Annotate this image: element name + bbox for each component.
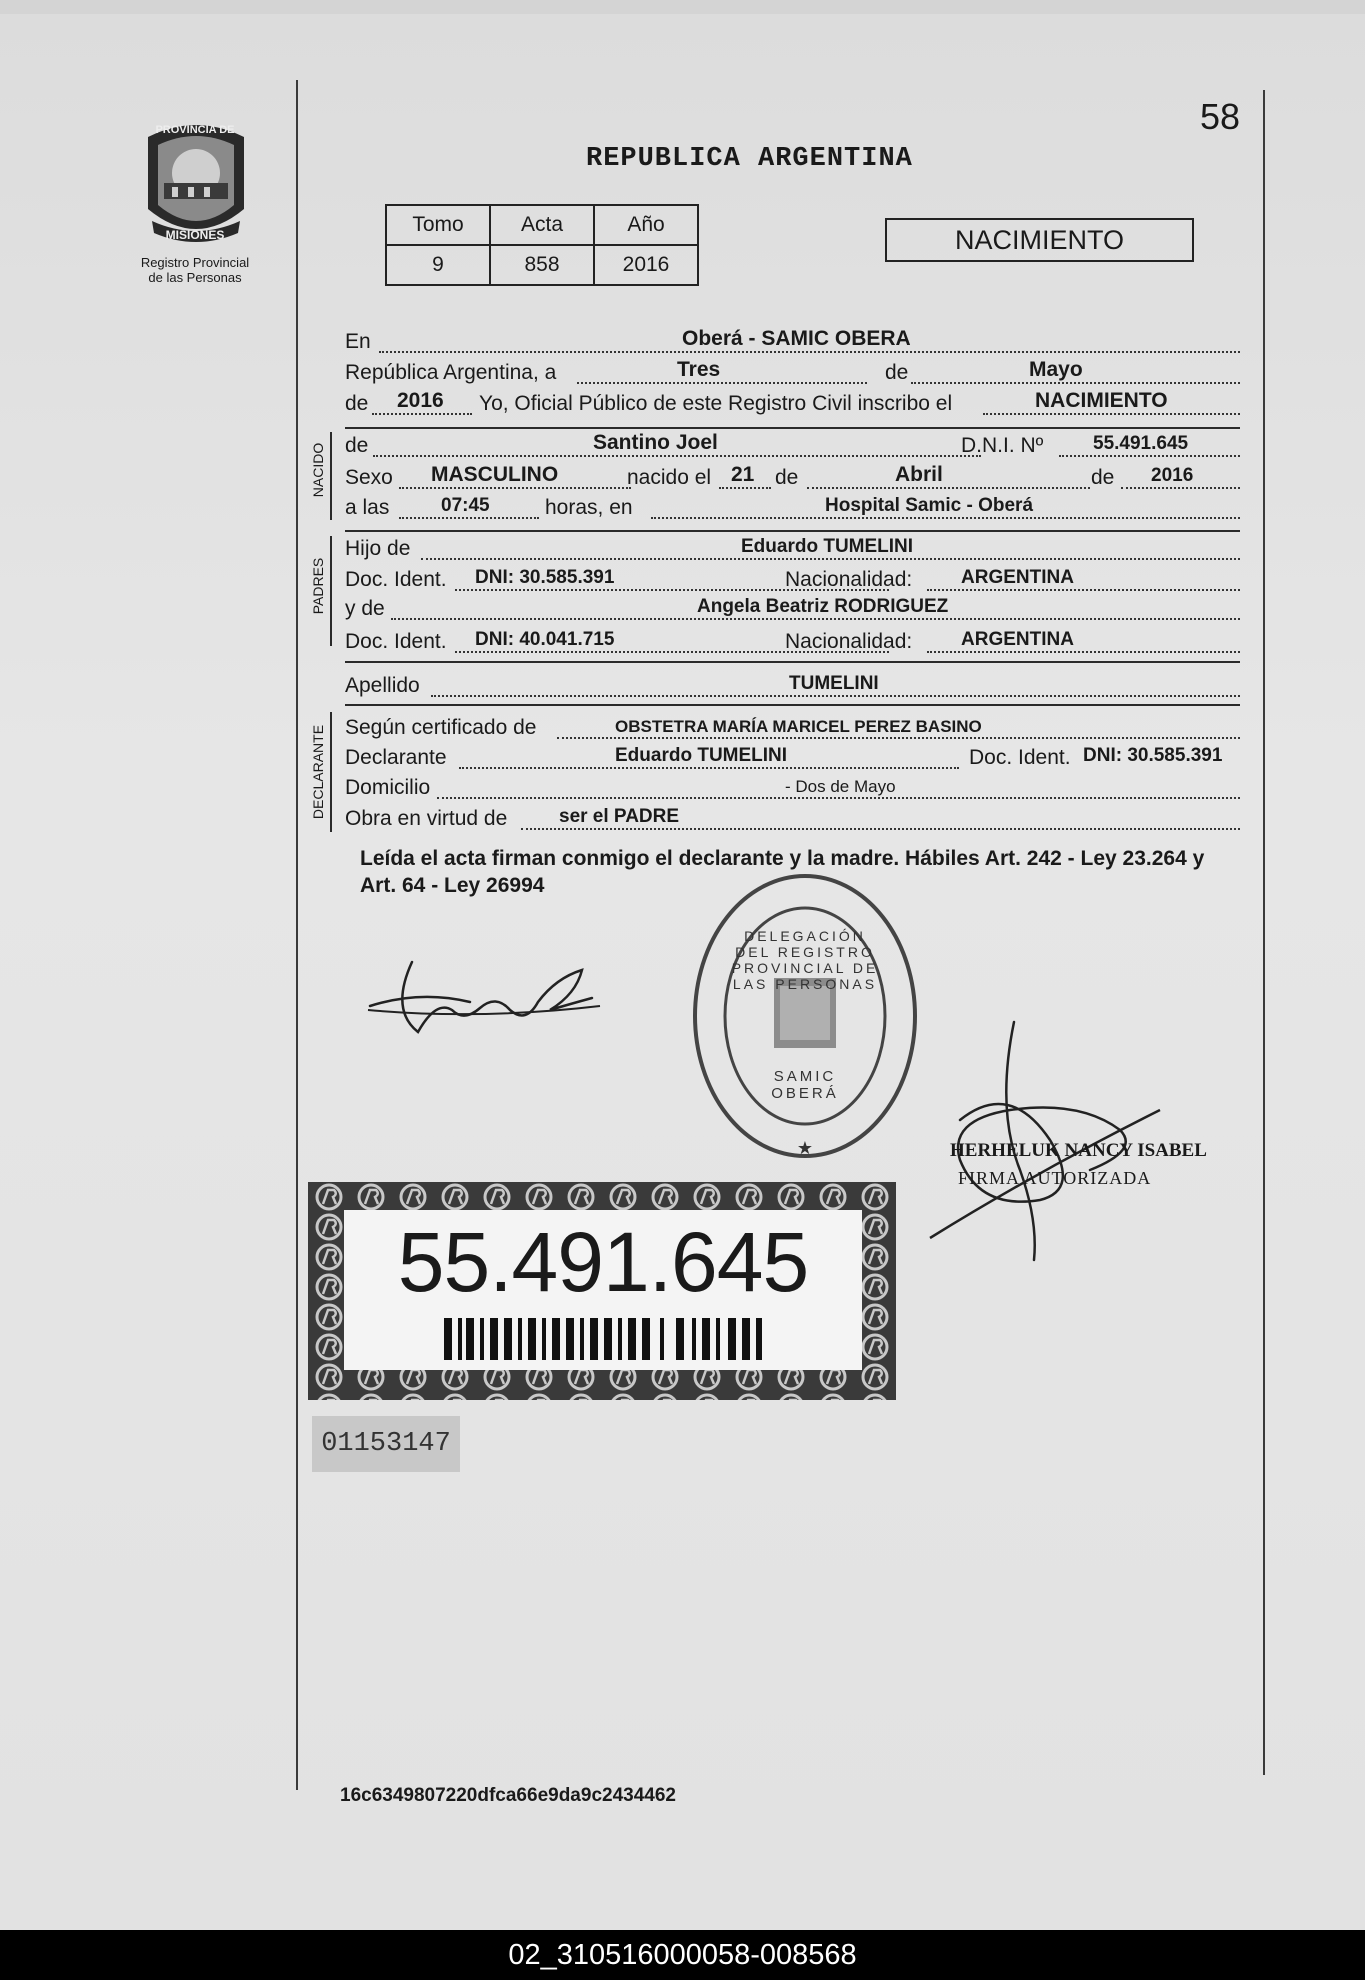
row-republica bbox=[345, 357, 1240, 387]
signer-name: HERHELUK NANCY ISABEL bbox=[950, 1140, 1207, 1161]
row-year bbox=[345, 388, 1240, 418]
table-value-acta: 858 bbox=[490, 245, 594, 285]
sexo-label: Sexo bbox=[345, 466, 393, 489]
logo-caption-line-1: Registro Provincial bbox=[140, 255, 250, 270]
table-header-tomo: Tomo bbox=[386, 205, 490, 245]
cert-value: OBSTETRA MARÍA MARICEL PEREZ BASINO bbox=[615, 717, 982, 736]
domicilio-label: Domicilio bbox=[345, 776, 431, 799]
logo-caption-line-2: de las Personas bbox=[148, 270, 242, 285]
father-name: Eduardo TUMELINI bbox=[741, 536, 914, 557]
logo-caption bbox=[120, 255, 270, 285]
logo-text-bottom: MISIONES bbox=[165, 228, 225, 242]
day-value: Tres bbox=[677, 358, 721, 381]
child-name: Santino Joel bbox=[593, 431, 718, 454]
row-mother bbox=[345, 593, 1240, 623]
dni-label: D.N.I. Nº bbox=[961, 434, 1044, 457]
table-value-tomo: 9 bbox=[386, 245, 490, 285]
dni-sticker-label bbox=[344, 1210, 862, 1370]
year-value: 2016 bbox=[397, 389, 444, 412]
birth-day: 21 bbox=[731, 463, 755, 486]
domicilio-value: - Dos de Mayo bbox=[785, 777, 896, 796]
row-declarante bbox=[345, 742, 1240, 772]
obra-value: ser el PADRE bbox=[559, 806, 680, 827]
nacido-el-label: nacido el bbox=[627, 466, 712, 489]
declarante-doc: DNI: 30.585.391 bbox=[1083, 745, 1223, 766]
row-en bbox=[345, 326, 1240, 356]
father-nationality: ARGENTINA bbox=[961, 567, 1074, 588]
row-father bbox=[345, 533, 1240, 563]
left-margin-line bbox=[296, 80, 298, 1790]
row-mother-doc bbox=[345, 626, 1240, 656]
section-label-padres: PADRES bbox=[310, 557, 326, 615]
row-sexo bbox=[345, 462, 1240, 492]
scan-footer-code: 02_310516000058-008568 bbox=[0, 1930, 1365, 1980]
child-dni: 55.491.645 bbox=[1093, 433, 1189, 454]
apellido-value: TUMELINI bbox=[789, 673, 879, 694]
mother-nat-label: Nacionalidad: bbox=[785, 630, 913, 653]
document-title: REPUBLICA ARGENTINA bbox=[586, 144, 913, 174]
document-hash: 16c6349807220dfca66e9da9c2434462 bbox=[340, 1785, 676, 1806]
yo-text: Yo, Oficial Público de este Registro Civil inscribo el bbox=[479, 392, 953, 415]
right-margin-line bbox=[1263, 90, 1265, 1775]
mother-doc-label: Doc. Ident. bbox=[345, 630, 447, 653]
apellido-label: Apellido bbox=[345, 674, 420, 697]
inscribe-value: NACIMIENTO bbox=[1035, 389, 1168, 412]
dni-sticker-number: 55.491.645 bbox=[397, 1215, 809, 1309]
obra-label: Obra en virtud de bbox=[345, 807, 508, 830]
dni-sticker bbox=[308, 1182, 896, 1400]
row-domicilio bbox=[345, 772, 1240, 802]
barcode bbox=[444, 1318, 764, 1360]
page-number: 58 bbox=[1200, 96, 1241, 137]
seal-ring-text: DELEGACIÓN DEL REGISTRO PROVINCIAL DE LAS PERSONAS bbox=[731, 928, 879, 992]
declarant-signature bbox=[360, 950, 620, 1060]
mother-name: Angela Beatriz RODRIGUEZ bbox=[697, 596, 949, 617]
month-value: Mayo bbox=[1029, 358, 1083, 381]
de-year-label: de bbox=[345, 392, 369, 415]
row-apellido bbox=[345, 670, 1240, 700]
logo-text-top: PROVINCIA DE bbox=[155, 124, 235, 136]
row-hora bbox=[345, 492, 1240, 522]
father-doc-label: Doc. Ident. bbox=[345, 568, 447, 591]
row-father-doc bbox=[345, 564, 1240, 594]
republica-label: República Argentina, a bbox=[345, 361, 557, 384]
section-label-nacido: NACIDO bbox=[310, 442, 326, 498]
birth-de-label: de bbox=[775, 466, 799, 489]
father-nat-label: Nacionalidad: bbox=[785, 568, 913, 591]
table-value-anio: 2016 bbox=[594, 245, 698, 285]
scan-top-edge bbox=[0, 0, 1365, 14]
stamp-number: 01153147 bbox=[312, 1416, 460, 1472]
cert-label: Según certificado de bbox=[345, 716, 537, 739]
row-certificado bbox=[345, 712, 1240, 742]
declarante-name: Eduardo TUMELINI bbox=[615, 745, 788, 766]
birth-de-label-2: de bbox=[1091, 466, 1115, 489]
birth-month: Abril bbox=[895, 463, 943, 486]
signer-role: FIRMA AUTORIZADA bbox=[958, 1168, 1152, 1188]
en-label: En bbox=[345, 330, 371, 353]
official-seal-stamp bbox=[690, 868, 920, 1178]
y-de-label: y de bbox=[345, 597, 385, 620]
row-obra bbox=[345, 803, 1240, 833]
closing-statement: Leída el acta firman conmigo el declarante y la madre. Hábiles Art. 242 - Ley 23.264 y Art. 64 - Ley 26994 bbox=[360, 847, 1205, 897]
tomo-acta-anio-table bbox=[385, 204, 699, 286]
mother-nationality: ARGENTINA bbox=[961, 629, 1074, 650]
birth-time: 07:45 bbox=[441, 495, 490, 516]
father-doc: DNI: 30.585.391 bbox=[475, 567, 615, 588]
hijo-de-label: Hijo de bbox=[345, 537, 411, 560]
nacido-de-label: de bbox=[345, 434, 369, 457]
declarante-label: Declarante bbox=[345, 746, 447, 769]
horas-label: horas, en bbox=[545, 496, 633, 519]
section-label-declarante: DECLARANTE bbox=[310, 724, 326, 820]
table-header-anio: Año bbox=[594, 205, 698, 245]
record-type-box: NACIMIENTO bbox=[885, 218, 1194, 262]
birth-place: Hospital Samic - Oberá bbox=[825, 495, 1034, 516]
svg-text:★: ★ bbox=[796, 1138, 814, 1158]
table-header-acta: Acta bbox=[490, 205, 594, 245]
seal-inner-text: SAMIC OBERÁ bbox=[771, 1068, 839, 1102]
mother-doc: DNI: 40.041.715 bbox=[475, 629, 615, 650]
a-las-label: a las bbox=[345, 496, 390, 519]
declarante-doc-label: Doc. Ident. bbox=[969, 746, 1071, 769]
de-label: de bbox=[885, 361, 909, 384]
sexo-value: MASCULINO bbox=[431, 463, 559, 486]
birth-year: 2016 bbox=[1151, 465, 1194, 486]
row-nacido-name bbox=[345, 430, 1240, 460]
place-value: Oberá - SAMIC OBERA bbox=[682, 327, 911, 350]
